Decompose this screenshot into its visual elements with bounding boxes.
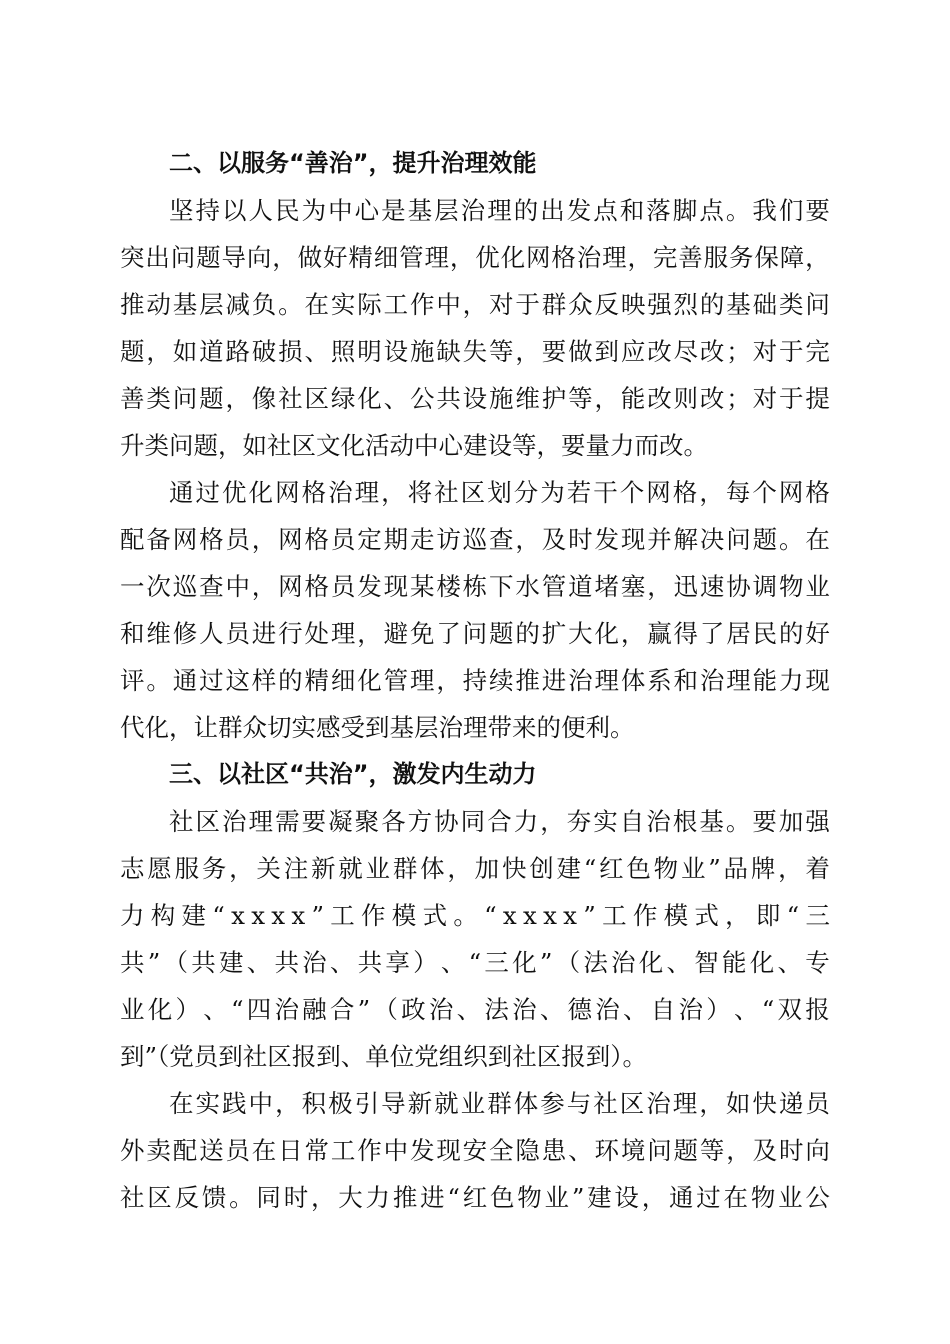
- paragraph-line: 坚 持 以 人 民 为 中 心 是 基 层 治 理 的 出 发 点 和 落 脚 点 。 我 们 要: [169, 196, 830, 225]
- paragraph-line: 社 区 反 馈 。 同 时 ， 大 力 推 进 “ 红 色 物 业 ” 建 设 ， 通 过 在 物 业 公: [120, 1183, 830, 1212]
- paragraph-line: 业 化 ） 、 “ 四 治 融 合 ” （ 政 治 、 法 治 、 德 治 、 自 治 ） 、 “ 双 报: [120, 995, 830, 1024]
- paragraph-line: 推 动 基 层 减 负 。 在 实 际 工 作 中 ， 对 于 群 众 反 映 强 烈 的 基 础 类 问: [120, 290, 830, 319]
- paragraph-line: 升类问题，如社区文化活动中心建设等，要量力而改。: [120, 431, 708, 460]
- paragraph-line: 代化，让群众切实感受到基层治理带来的便利。: [120, 713, 635, 742]
- paragraph-line: 共 ” （ 共 建 、 共 治 、 共 享 ） 、 “ 三 化 ” （ 法 治 化 、 智 能 化 、 专: [120, 948, 830, 977]
- paragraph-line: 配 备 网 格 员 ， 网 格 员 定 期 走 访 巡 查 ， 及 时 发 现 并 解 决 问 题 。 在: [120, 525, 830, 554]
- paragraph-line: 善 类 问 题 ， 像 社 区 绿 化 、 公 共 设 施 维 护 等 ， 能 改 则 改 ； 对 于 提: [120, 384, 830, 413]
- paragraph-line: 突 出 问 题 导 向 ， 做 好 精 细 管 理 ， 优 化 网 格 治 理 ， 完 善 服 务 保 障 ，: [120, 243, 830, 272]
- paragraph-line: 和 维 修 人 员 进 行 处 理 ， 避 免 了 问 题 的 扩 大 化 ， 赢 得 了 居 民 的 好: [120, 619, 830, 648]
- paragraph: [120, 187, 830, 469]
- section-heading-3: 三、以社区“共治”，激发内生动力: [169, 760, 537, 788]
- section-heading-2: 二、以服务“善治”，提升治理效能: [169, 149, 537, 177]
- paragraph-line: 社 区 治 理 需 要 凝 聚 各 方 协 同 合 力 ， 夯 实 自 治 根 基 。 要 加 强: [169, 807, 830, 836]
- paragraph-line: 志 愿 服 务 ， 关 注 新 就 业 群 体 ， 加 快 创 建 “ 红 色 物 业 ” 品 牌 ， 着: [120, 854, 830, 883]
- paragraph-line: 评 。 通 过 这 样 的 精 细 化 管 理 ， 持 续 推 进 治 理 体 系 和 治 理 能 力 现: [120, 666, 830, 695]
- document-page: [120, 140, 830, 1221]
- paragraph-line: 一 次 巡 查 中 ， 网 格 员 发 现 某 楼 栋 下 水 管 道 堵 塞 ， 迅 速 协 调 物 业: [120, 572, 830, 601]
- paragraph-line: 外 卖 配 送 员 在 日 常 工 作 中 发 现 安 全 隐 患 、 环 境 问 题 等 ， 及 时 向: [120, 1136, 830, 1165]
- paragraph-line: 题 ， 如 道 路 破 损 、 照 明 设 施 缺 失 等 ， 要 做 到 应 改 尽 改 ； 对 于 完: [120, 337, 830, 366]
- paragraph: [120, 469, 830, 751]
- paragraph: [120, 1080, 830, 1221]
- paragraph-line: 通 过 优 化 网 格 治 理 ， 将 社 区 划 分 为 若 干 个 网 格 ， 每 个 网 格: [169, 478, 830, 507]
- paragraph-line: 在 实 践 中 ， 积 极 引 导 新 就 业 群 体 参 与 社 区 治 理 ， 如 快 递 员: [169, 1089, 830, 1118]
- paragraph-line: 到”（党员到社区报到、单位党组织到社区报到）。: [120, 1042, 648, 1071]
- paragraph: [120, 798, 830, 1080]
- paragraph-line: 力 构 建 “ x x x x ” 工 作 模 式 。 “ x x x x ” 工 作 模 式 ， 即 “ 三: [120, 901, 830, 930]
